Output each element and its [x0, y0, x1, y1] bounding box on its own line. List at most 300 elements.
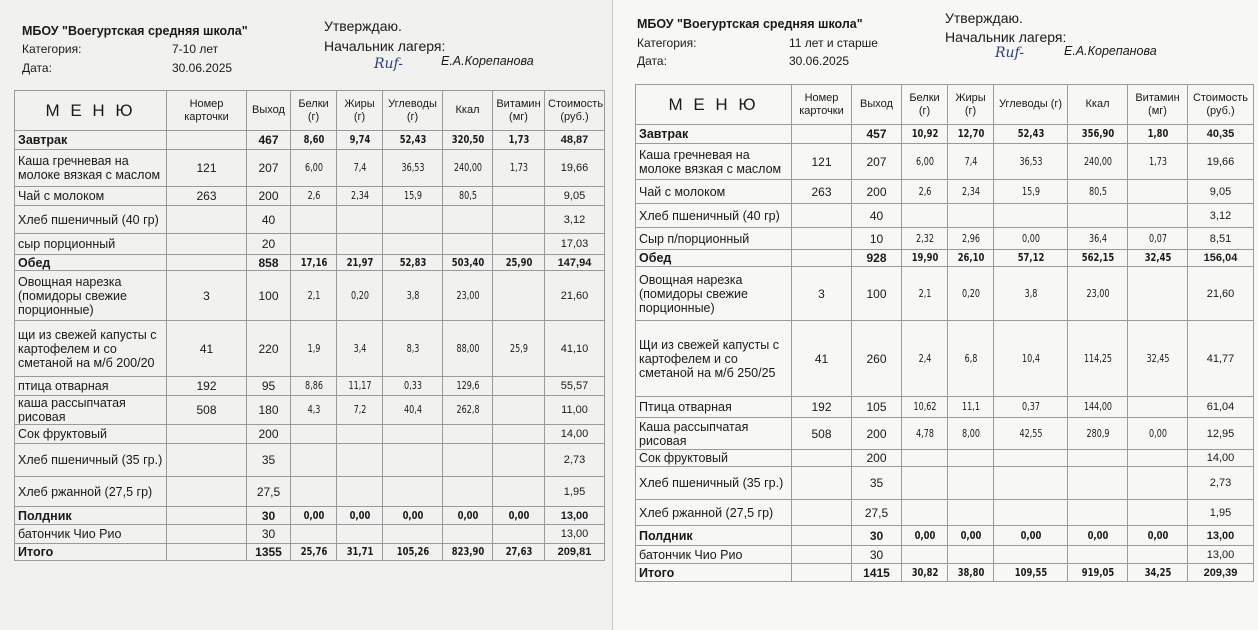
cell-portion: 200: [247, 425, 291, 444]
cell-cost: 13,00: [545, 507, 605, 525]
cell-dish-name: Завтрак: [636, 125, 792, 144]
column-header-card-number: Номер карточки: [167, 91, 247, 131]
cell-cost: 13,00: [545, 525, 605, 544]
cell-vitamin: [1132, 180, 1183, 204]
cell-kcal: 823,90: [446, 544, 489, 561]
cell-proteins: [905, 450, 944, 467]
cell-dish-name: Завтрак: [15, 131, 167, 150]
cell-carbs: 0,00: [999, 526, 1062, 546]
menu-table: [635, 84, 1254, 582]
cell-card-number: [167, 131, 247, 150]
cell-fats: 9,74: [340, 131, 379, 150]
cell-carbs: 52,43: [999, 125, 1062, 144]
cell-vitamin: 32,45: [1132, 250, 1183, 267]
cell-kcal: 320,50: [446, 131, 489, 150]
cell-portion: 40: [247, 206, 291, 234]
cell-kcal: 562,15: [1072, 250, 1123, 267]
cell-dish-name: Сок фруктовый: [636, 450, 792, 467]
cell-card-number: [167, 425, 247, 444]
cell-dish-name: Каша гречневая на молоке вязкая с маслом: [636, 144, 792, 180]
cell-kcal: 23,00: [446, 271, 489, 321]
cell-carbs: [999, 500, 1062, 526]
cell-fats: [951, 467, 990, 500]
cell-dish-name: Хлеб пшеничный (40 гр): [15, 206, 167, 234]
cell-carbs: [387, 425, 438, 444]
table-row: [636, 546, 1254, 564]
cell-fats: 12,70: [951, 125, 990, 144]
cell-card-number: 3: [167, 271, 247, 321]
cell-fats: [951, 204, 990, 228]
cell-vitamin: 1,73: [1132, 144, 1183, 180]
cell-carbs: 52,83: [387, 255, 438, 271]
cell-kcal: [1072, 204, 1123, 228]
table-row: [636, 500, 1254, 526]
cell-fats: 11,17: [340, 377, 379, 396]
cell-proteins: 8,86: [294, 377, 333, 396]
cell-vitamin: [496, 477, 540, 507]
cell-kcal: 240,00: [446, 150, 489, 187]
cell-fats: 7,4: [340, 150, 379, 187]
cell-fats: 0,00: [340, 507, 379, 525]
cell-proteins: 0,00: [294, 507, 333, 525]
cell-kcal: 262,8: [446, 396, 489, 425]
cell-proteins: 6,00: [294, 150, 333, 187]
cell-kcal: 88,00: [446, 321, 489, 377]
cell-portion: 27,5: [247, 477, 291, 507]
camp-head-label: Начальник лагеря:: [945, 29, 1067, 45]
date-label: Дата:: [637, 54, 667, 68]
cell-cost: 8,51: [1188, 228, 1254, 250]
cell-proteins: 19,90: [905, 250, 944, 267]
cell-proteins: [905, 546, 944, 564]
table-row: [636, 180, 1254, 204]
cell-dish-name: Овощная нарезка (помидоры свежие порционные): [15, 271, 167, 321]
cell-kcal: 503,40: [446, 255, 489, 271]
cell-fats: [340, 444, 379, 477]
cell-carbs: 10,4: [999, 321, 1062, 397]
cell-fats: [340, 234, 379, 255]
cell-fats: 7,2: [340, 396, 379, 425]
cell-dish-name: птица отварная: [15, 377, 167, 396]
cell-carbs: 8,3: [387, 321, 438, 377]
table-row: [15, 271, 605, 321]
cell-cost: 21,60: [1188, 267, 1254, 321]
cell-carbs: 40,4: [387, 396, 438, 425]
cell-fats: [340, 206, 379, 234]
cell-vitamin: [496, 444, 540, 477]
cell-card-number: [167, 234, 247, 255]
cell-fats: [951, 546, 990, 564]
cell-carbs: [999, 204, 1062, 228]
table-section-row: [636, 125, 1254, 144]
cell-proteins: [905, 467, 944, 500]
cell-carbs: [387, 477, 438, 507]
cell-carbs: [999, 546, 1062, 564]
cell-vitamin: 27,63: [496, 544, 540, 561]
cell-proteins: 1,9: [294, 321, 333, 377]
cell-proteins: 2,1: [294, 271, 333, 321]
cell-carbs: 3,8: [999, 267, 1062, 321]
cell-fats: 2,34: [951, 180, 990, 204]
cell-kcal: 919,05: [1072, 564, 1123, 582]
cell-carbs: 57,12: [999, 250, 1062, 267]
cell-cost: 21,60: [545, 271, 605, 321]
column-header-portion: Выход: [247, 91, 291, 131]
table-row: [636, 397, 1254, 418]
column-header-vitamin: Витамин (мг): [493, 91, 545, 131]
column-header-dish-name: М Е Н Ю: [636, 85, 792, 125]
table-row: [15, 187, 605, 206]
cell-kcal: 129,6: [446, 377, 489, 396]
cell-proteins: 2,4: [905, 321, 944, 397]
cell-cost: 209,81: [545, 544, 605, 561]
cell-cost: 19,66: [545, 150, 605, 187]
cell-vitamin: 1,80: [1132, 125, 1183, 144]
cell-card-number: [792, 228, 852, 250]
cell-portion: 200: [852, 450, 902, 467]
table-row: [15, 425, 605, 444]
cell-dish-name: Обед: [636, 250, 792, 267]
cell-proteins: 10,62: [905, 397, 944, 418]
cell-fats: 38,80: [951, 564, 990, 582]
cell-kcal: [1072, 546, 1123, 564]
cell-carbs: 0,00: [999, 228, 1062, 250]
cell-proteins: 2,32: [905, 228, 944, 250]
cell-cost: 1,95: [1188, 500, 1254, 526]
cell-dish-name: Хлеб пшеничный (35 гр.): [636, 467, 792, 500]
header-row: [15, 91, 605, 131]
cell-kcal: 0,00: [1072, 526, 1123, 546]
menu-table: [14, 90, 605, 561]
cell-fats: [951, 500, 990, 526]
signature: Ruf-: [374, 56, 403, 72]
cell-kcal: [446, 477, 489, 507]
cell-vitamin: [496, 425, 540, 444]
cell-fats: 26,10: [951, 250, 990, 267]
cell-vitamin: [496, 525, 540, 544]
cell-cost: 17,03: [545, 234, 605, 255]
cell-card-number: [167, 477, 247, 507]
cell-vitamin: [1132, 397, 1183, 418]
school-name: МБОУ "Воегуртская средняя школа": [22, 24, 248, 38]
cell-cost: 147,94: [545, 255, 605, 271]
cell-portion: 200: [247, 187, 291, 206]
table-section-row: [15, 131, 605, 150]
cell-cost: 14,00: [1188, 450, 1254, 467]
cell-card-number: [792, 125, 852, 144]
cell-vitamin: 0,00: [1132, 526, 1183, 546]
cell-proteins: [294, 206, 333, 234]
cell-proteins: 30,82: [905, 564, 944, 582]
cell-dish-name: Хлеб ржанной (27,5 гр): [15, 477, 167, 507]
date-value: 30.06.2025: [172, 61, 233, 75]
column-header-carbs: Углеводы (г): [383, 91, 443, 131]
cell-dish-name: Хлеб ржанной (27,5 гр): [636, 500, 792, 526]
cell-portion: 180: [247, 396, 291, 425]
cell-portion: 1415: [852, 564, 902, 582]
cell-fats: 0,00: [951, 526, 990, 546]
cell-vitamin: 32,45: [1132, 321, 1183, 397]
cell-vitamin: [1132, 546, 1183, 564]
table-section-row: [15, 544, 605, 561]
cell-cost: 3,12: [545, 206, 605, 234]
camp-head-label: Начальник лагеря:: [324, 38, 446, 54]
cell-fats: [340, 425, 379, 444]
column-header-proteins: Белки (г): [902, 85, 948, 125]
cell-dish-name: Сок фруктовый: [15, 425, 167, 444]
cell-carbs: 0,37: [999, 397, 1062, 418]
cell-cost: 61,04: [1188, 397, 1254, 418]
cell-vitamin: [496, 271, 540, 321]
cell-carbs: 36,53: [999, 144, 1062, 180]
cell-portion: 40: [852, 204, 902, 228]
cell-portion: 457: [852, 125, 902, 144]
cell-card-number: [792, 526, 852, 546]
cell-carbs: [387, 525, 438, 544]
table-row: [636, 204, 1254, 228]
cell-proteins: 4,78: [905, 418, 944, 450]
cell-kcal: [446, 425, 489, 444]
cell-cost: 13,00: [1188, 546, 1254, 564]
cell-portion: 35: [247, 444, 291, 477]
cell-portion: 260: [852, 321, 902, 397]
cell-carbs: 15,9: [387, 187, 438, 206]
cell-proteins: 25,76: [294, 544, 333, 561]
approve-label: Утверждаю.: [945, 10, 1023, 26]
cell-portion: 20: [247, 234, 291, 255]
cell-vitamin: 25,9: [496, 321, 540, 377]
column-header-kcal: Ккал: [1068, 85, 1128, 125]
cell-portion: 105: [852, 397, 902, 418]
cell-kcal: [446, 444, 489, 477]
cell-carbs: 36,53: [387, 150, 438, 187]
cell-card-number: 3: [792, 267, 852, 321]
cell-vitamin: 0,00: [496, 507, 540, 525]
column-header-carbs: Углеводы (г): [994, 85, 1068, 125]
cell-portion: 200: [852, 180, 902, 204]
cell-portion: 858: [247, 255, 291, 271]
cell-proteins: 2,6: [294, 187, 333, 206]
cell-cost: 14,00: [545, 425, 605, 444]
cell-kcal: 80,5: [1072, 180, 1123, 204]
cell-vitamin: [496, 377, 540, 396]
cell-dish-name: сыр порционный: [15, 234, 167, 255]
cell-vitamin: 0,07: [1132, 228, 1183, 250]
column-header-dish-name: М Е Н Ю: [15, 91, 167, 131]
cell-fats: [340, 525, 379, 544]
cell-dish-name: Чай с молоком: [636, 180, 792, 204]
table-row: [636, 267, 1254, 321]
table-row: [15, 206, 605, 234]
cell-vitamin: [1132, 500, 1183, 526]
table-section-row: [636, 250, 1254, 267]
cell-card-number: [167, 206, 247, 234]
cell-carbs: [387, 234, 438, 255]
table-row: [15, 321, 605, 377]
cell-carbs: [387, 206, 438, 234]
cell-card-number: 192: [167, 377, 247, 396]
cell-proteins: 8,60: [294, 131, 333, 150]
cell-dish-name: Обед: [15, 255, 167, 271]
camp-head-name: Е.А.Корепанова: [1064, 44, 1157, 58]
cell-kcal: 0,00: [446, 507, 489, 525]
cell-vitamin: [1132, 267, 1183, 321]
cell-portion: 467: [247, 131, 291, 150]
cell-portion: 30: [852, 546, 902, 564]
cell-fats: 11,1: [951, 397, 990, 418]
cell-kcal: [446, 525, 489, 544]
cell-portion: 207: [247, 150, 291, 187]
cell-fats: 31,71: [340, 544, 379, 561]
cell-carbs: 105,26: [387, 544, 438, 561]
cell-proteins: 6,00: [905, 144, 944, 180]
cell-carbs: [999, 450, 1062, 467]
approve-label: Утверждаю.: [324, 18, 402, 34]
table-row: [15, 477, 605, 507]
cell-dish-name: Полдник: [636, 526, 792, 546]
signature: Ruf-: [995, 45, 1024, 61]
cell-carbs: 0,00: [387, 507, 438, 525]
cell-card-number: [792, 546, 852, 564]
column-header-fats: Жиры (г): [337, 91, 383, 131]
cell-fats: 21,97: [340, 255, 379, 271]
cell-portion: 30: [247, 525, 291, 544]
cell-card-number: 263: [167, 187, 247, 206]
cell-kcal: 240,00: [1072, 144, 1123, 180]
category-label: Категория:: [22, 42, 82, 56]
cell-proteins: 10,92: [905, 125, 944, 144]
cell-carbs: 0,33: [387, 377, 438, 396]
cell-dish-name: Овощная нарезка (помидоры свежие порционные): [636, 267, 792, 321]
cell-cost: 3,12: [1188, 204, 1254, 228]
cell-portion: 207: [852, 144, 902, 180]
cell-carbs: 42,55: [999, 418, 1062, 450]
cell-carbs: 52,43: [387, 131, 438, 150]
cell-portion: 30: [247, 507, 291, 525]
cell-cost: 13,00: [1188, 526, 1254, 546]
cell-proteins: [294, 477, 333, 507]
column-header-kcal: Ккал: [443, 91, 493, 131]
cell-card-number: [167, 544, 247, 561]
column-header-card-number: Номер карточки: [792, 85, 852, 125]
cell-card-number: [792, 204, 852, 228]
cell-kcal: [446, 206, 489, 234]
category-value: 7-10 лет: [172, 42, 219, 56]
cell-fats: 3,4: [340, 321, 379, 377]
table-row: [15, 234, 605, 255]
cell-vitamin: [1132, 467, 1183, 500]
cell-dish-name: Итого: [15, 544, 167, 561]
cell-card-number: 121: [792, 144, 852, 180]
cell-dish-name: Сыр п/порционный: [636, 228, 792, 250]
cell-proteins: [905, 500, 944, 526]
cell-kcal: [1072, 467, 1123, 500]
cell-cost: 2,73: [1188, 467, 1254, 500]
category-label: Категория:: [637, 36, 697, 50]
cell-carbs: [387, 444, 438, 477]
cell-proteins: 0,00: [905, 526, 944, 546]
cell-cost: 209,39: [1188, 564, 1254, 582]
cell-dish-name: Каша рассыпчатая рисовая: [636, 418, 792, 450]
cell-proteins: 4,3: [294, 396, 333, 425]
cell-kcal: 36,4: [1072, 228, 1123, 250]
cell-kcal: [1072, 500, 1123, 526]
cell-kcal: [446, 234, 489, 255]
table-row: [15, 150, 605, 187]
cell-fats: [951, 450, 990, 467]
cell-dish-name: Чай с молоком: [15, 187, 167, 206]
cell-portion: 100: [247, 271, 291, 321]
cell-carbs: 15,9: [999, 180, 1062, 204]
cell-card-number: [167, 444, 247, 477]
cell-proteins: 17,16: [294, 255, 333, 271]
cell-vitamin: 25,90: [496, 255, 540, 271]
cell-kcal: 23,00: [1072, 267, 1123, 321]
table-section-row: [636, 564, 1254, 582]
cell-proteins: [905, 204, 944, 228]
cell-card-number: 41: [792, 321, 852, 397]
cell-vitamin: [496, 396, 540, 425]
cell-dish-name: батончик Чио Рио: [15, 525, 167, 544]
cell-vitamin: 1,73: [496, 131, 540, 150]
cell-dish-name: Полдник: [15, 507, 167, 525]
school-name: МБОУ "Воегуртская средняя школа": [637, 17, 863, 31]
cell-cost: 41,10: [545, 321, 605, 377]
cell-portion: 30: [852, 526, 902, 546]
cell-vitamin: 34,25: [1132, 564, 1183, 582]
cell-dish-name: каша рассыпчатая рисовая: [15, 396, 167, 425]
column-header-cost: Стоимость (руб.): [545, 91, 605, 131]
cell-cost: 12,95: [1188, 418, 1254, 450]
cell-card-number: 508: [792, 418, 852, 450]
cell-proteins: [294, 234, 333, 255]
cell-card-number: [792, 500, 852, 526]
cell-cost: 55,57: [545, 377, 605, 396]
table-row: [15, 525, 605, 544]
cell-cost: 1,95: [545, 477, 605, 507]
category-value: 11 лет и старше: [789, 36, 878, 50]
cell-portion: 220: [247, 321, 291, 377]
cell-dish-name: Хлеб пшеничный (35 гр.): [15, 444, 167, 477]
cell-carbs: 109,55: [999, 564, 1062, 582]
cell-proteins: [294, 444, 333, 477]
table-row: [636, 467, 1254, 500]
cell-cost: 156,04: [1188, 250, 1254, 267]
cell-vitamin: [1132, 450, 1183, 467]
table-row: [636, 321, 1254, 397]
cell-portion: 10: [852, 228, 902, 250]
cell-card-number: [792, 467, 852, 500]
cell-card-number: [167, 525, 247, 544]
cell-portion: 100: [852, 267, 902, 321]
cell-portion: 200: [852, 418, 902, 450]
cell-proteins: 2,1: [905, 267, 944, 321]
cell-card-number: 192: [792, 397, 852, 418]
cell-cost: 2,73: [545, 444, 605, 477]
cell-cost: 41,77: [1188, 321, 1254, 397]
cell-kcal: 280,9: [1072, 418, 1123, 450]
column-header-vitamin: Витамин (мг): [1128, 85, 1188, 125]
cell-cost: 9,05: [1188, 180, 1254, 204]
date-value: 30.06.2025: [789, 54, 850, 68]
cell-cost: 11,00: [545, 396, 605, 425]
column-header-fats: Жиры (г): [948, 85, 994, 125]
cell-dish-name: Итого: [636, 564, 792, 582]
cell-fats: 6,8: [951, 321, 990, 397]
cell-cost: 19,66: [1188, 144, 1254, 180]
cell-portion: 928: [852, 250, 902, 267]
table-row: [15, 377, 605, 396]
